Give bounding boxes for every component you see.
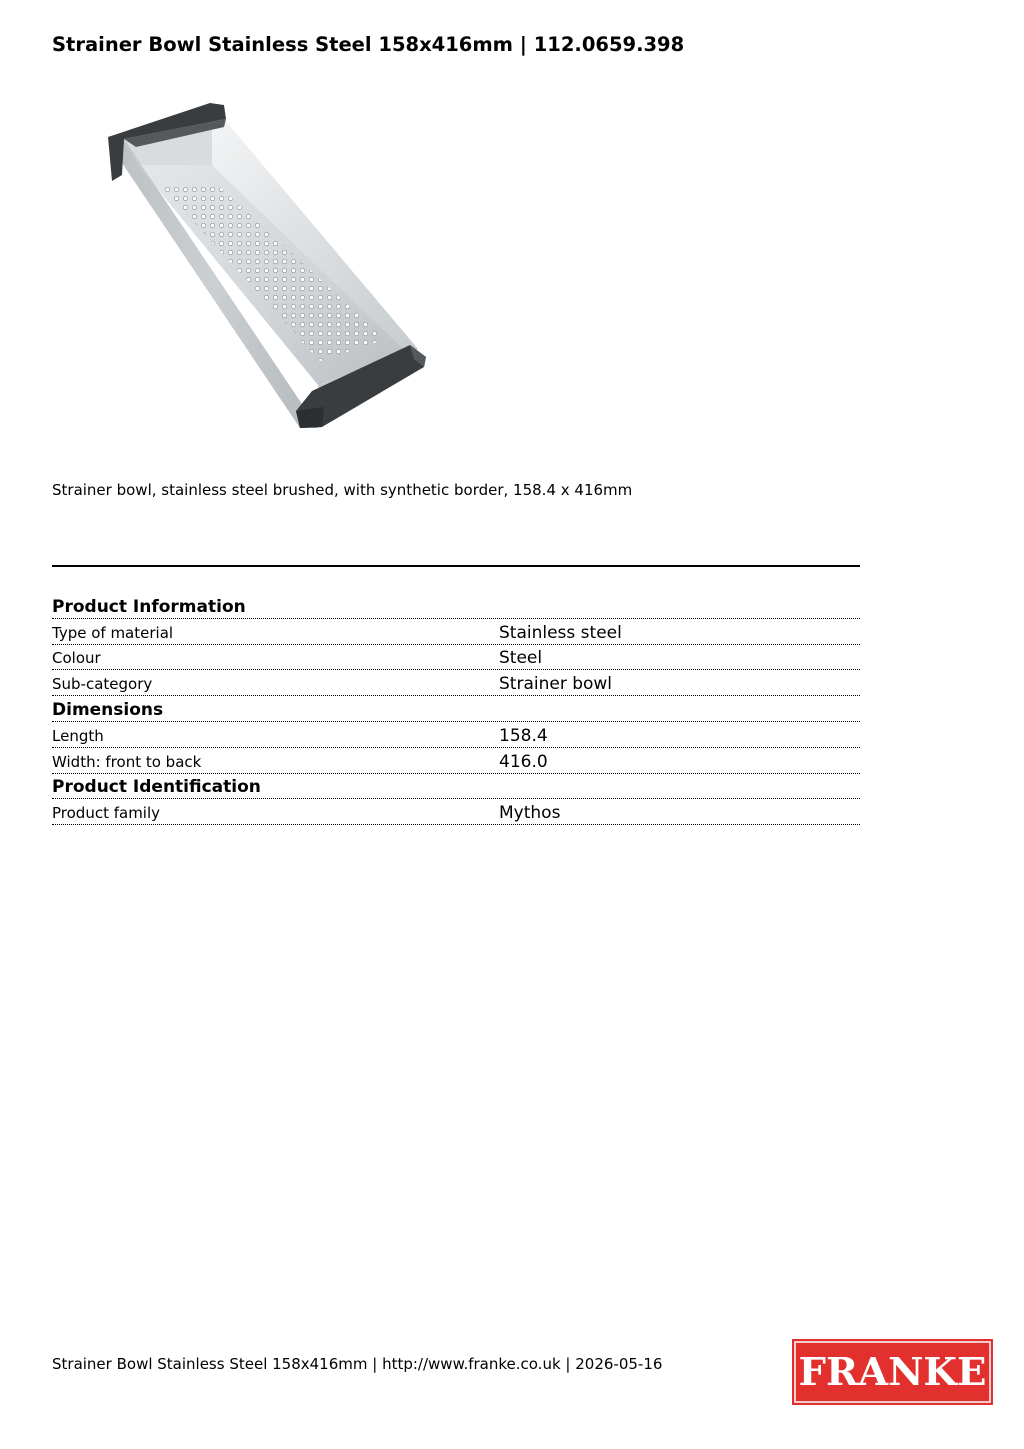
section-heading-product-information (52, 593, 860, 619)
spec-value: Strainer bowl (499, 674, 613, 695)
spec-row-sub-category (52, 670, 860, 696)
spec-row-length (52, 722, 860, 748)
spec-label: Width: front to back (52, 752, 202, 771)
franke-logo (792, 1339, 993, 1405)
spec-label: Colour (52, 649, 101, 668)
spec-value: 158.4 (499, 725, 548, 746)
specifications-table (52, 593, 860, 825)
spec-value: Mythos (499, 803, 561, 824)
footer-text: Strainer Bowl Stainless Steel 158x416mm | http://www.franke.co.uk | 2026-05-16 (52, 1355, 663, 1373)
section-heading-product-identification (52, 774, 860, 800)
spec-row-colour (52, 645, 860, 671)
section-heading: Product Identification (52, 777, 261, 798)
spec-label: Product family (52, 804, 161, 823)
spec-row-width (52, 748, 860, 774)
product-image (100, 95, 435, 440)
product-description: Strainer bowl, stainless steel brushed, with synthetic border, 158.4 x 416mm (52, 481, 633, 499)
logo-wordmark: FRANKE (798, 1349, 987, 1394)
spec-label: Type of material (52, 623, 174, 642)
spec-label: Sub-category (52, 675, 153, 694)
spec-value: Stainless steel (499, 622, 622, 643)
spec-value: 416.0 (499, 751, 548, 772)
section-heading-dimensions (52, 696, 860, 722)
spec-value: Steel (499, 648, 543, 669)
spec-label: Length (52, 726, 104, 745)
page-title: Strainer Bowl Stainless Steel 158x416mm | 112.0659.398 (52, 33, 685, 56)
divider (52, 565, 860, 567)
spec-row-type-of-material (52, 619, 860, 645)
spec-row-product-family (52, 799, 860, 825)
section-heading: Dimensions (52, 699, 164, 720)
section-heading: Product Information (52, 596, 246, 617)
